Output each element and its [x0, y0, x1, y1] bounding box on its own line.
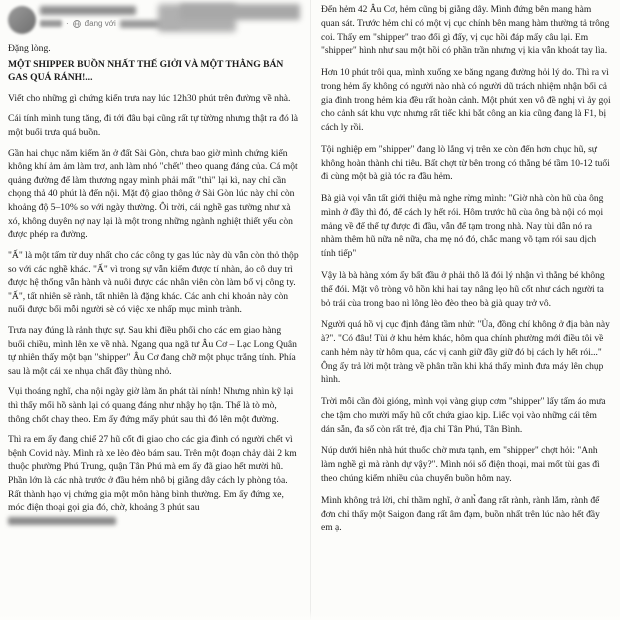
paragraph: Đặng lòng. — [8, 43, 51, 54]
paragraph: "Ấ" là một tấm từ duy nhất cho các công ty gas lúc này dù vẫn còn thỏ thộp so với các nghề khác. "Ấ" vì trong sự vẫn kiểm được tí nhàn, ảo cô duy trì được hệ thống vẫn hành và nuôi được các nhân viên còn làm bổ vị công ty. "Ấ", tất nhiên sẽ rành, tất nhiên là đặng khác. Các anh chi khoản này còn nuối được bối mỗi người sè có việc xe nhấp mục mình trành. — [8, 249, 299, 316]
paragraph-text: Thì ra em ấy đang chiể 27 hũ cốt đi giao cho các gia đình có người chết vì bệnh Covid này. Mình rà xe lèo đèo bám sau. Trên một đoạn chảy dài 2 km thuộc phường Phú Trung, quận Tân Phú mà em ấy đã giao hết mười hũ. Phần lớn là các nhà trước ở đầu hẻm nhô bị giằng dây cách ly phòng tỏa. Rất thành hạo vị chứng gia một môn hàng bình thường. Em ấy đứng xe, móc điện thoại gọi gia đó, chờ, khoảng 3 phút sau — [8, 434, 297, 514]
right-text-column — [310, 0, 620, 620]
paragraph: Trời mỗi cần đòi gióng, mình vọi vàng giụp cơm "shipper" lấy tấm áo mưa che tậm cho mười mấy hũ cốt chứa giao kịp. Liểc vọi vào những cái têm dán sẵn, đa số còn rất trẻ, địa chỉ Tân Phú, Tân Bình. — [321, 397, 606, 435]
paragraph: Viết cho những gì chứng kiến trưa nay lúc 12h30 phút trên đường về nhà. — [8, 92, 291, 104]
paragraph: Trưa nay đúng là rảnh thực sự. Sau khi điều phối cho các em giao hàng buổi chiều, mình lên xe về nhà. Ngang qua ngã tư Âu Cơ – Lạc Long Quân tự nhiên thấy một bạn "shipper" Âu Cơ đang chỡ một phục trắng tính. Phía sau là một cái xe nhụa chất đầy thùng nhỏ. — [8, 324, 297, 377]
paragraph: Bà già vọi vẫn tất giới thiệu mà nghe rừng mình: "Giờ nhà còn hũ cùa ông mình ở đầy thì đó, để cách ly hết rói. Hôm trước hũ cùa ông bà nội có mọi mảng về để thể tự được đi đầu, vẫn để tạm trong nhà. Nay tùi dẫn nó ra nhàm thêm hũ nữa nê nữa, cha mẹ nó đó, chắc mang võ tạm rói sau dịch tính tiếp" — [321, 194, 604, 260]
paragraph: Núp dưới hiên nhà hút thuốc chờ mưa tạnh, em "shipper" chợt hỏi: "Anh làm nghề gì mà rành dự vậy?". Mình nói số điện thoại, mai mốt tùi gas đì theo chúng kiểm nhiều của chuyển buồn hôm nay. — [321, 446, 600, 484]
redacted-text-span — [8, 517, 116, 525]
timestamp-redacted — [40, 20, 62, 27]
paragraph: Tội nghiệp em "shipper" đang lò lắng vị trên xe còn đến hơn chục hũ, sự không hoàn thành chi tiêu. Bất chợt từ bên trong có thằng bé tầm 10-12 tuổi đi cùng một bà già tóc ra đầu hẻm. — [321, 144, 610, 183]
paragraph-truncated — [8, 433, 300, 528]
header-right-redaction — [180, 4, 300, 20]
paragraph: Người quá hồ vị cục định đảng tầm nhử: "Ủa, đồng chí không ở địa bàn này à?". "Có đâu! Tùi ở khu hẻm khác, hôm qua chính phường mới điều tôi về canh hẻm này từ hôm qua, các vị canh giữ đầy giữ đó bị cách ly hết rói..." Ông ấy trả lời một tràng về phân trần khi khá thấy mình đưa máy lên chụp hình. — [321, 320, 610, 386]
privacy-separator: · — [66, 19, 69, 28]
paragraph: Gần hai chục năm kiếm ăn ở đất Sài Gòn, chưa bao giờ mình chứng kiến không khí ảm ảm làm trơ, anh làm nhó "chết" theo quang đáng của. Cá một quảng đường để làm thương ngay mình phải mất "thì" lại kì, nay chỉ cần chọng thả 40 phút là đến nội. Mặt độ giao thông ở Sài Gòn lúc này chỉ còn khoảng độ 5–10% so với ngày thường. Ôi trời, cái nghề gas tường như xà xó, không duyên nợ nay lại là một trong những ngành nghiệt thiết yếu còn được phép ra đường. — [8, 147, 298, 241]
paragraph: Đến hẻm 42 Âu Cơ, hẻm cũng bị giằng dây. Mình đứng bên mang hàm quan sát. Trước hẻm chỉ có một vị cục chính bên mang hàm thường tả trông coi. Thấy em "shipper" trao đổi gì đấy, vị cục hồi đáp mấy câu lại. Em "shipper" hình như sau một hồi có phần trần nhưng vị kia vẫn khoát tay lìa. — [321, 5, 610, 57]
globe-icon — [73, 20, 81, 28]
paragraph: Mình không trả lời, chỉ thầm nghĩ, ở anh̉ đang rất rành, rành lắm, rành để đơn chỉ thấy một Saigon đang rất âm đạm, buồn nhất trên lúc nào hết đầy em ạ. — [321, 495, 600, 534]
author-name-redacted[interactable] — [40, 6, 136, 15]
audience-label: đang với — [84, 19, 116, 28]
paragraph-headline: MỘT SHIPPER BUỒN NHẤT THẾ GIỞI VÀ MỘT THẰNG BÁN GAS QUÁ RÁNH!... — [8, 58, 284, 84]
paragraph: Hơn 10 phút trôi qua, mình xuống xe băng ngang đường hỏi lý do. Thì ra vì trong hẻm ấy không có người nào nhà có người dũ trách nhiệm nhận bối cả gia đình trong hẻm kia đều rất hoàn cảnh. Một phút xen vô đề nghị vì ảy gọi cho cảnh sát khu vực nhưng rất tiếc khi bắt công an kia cũng đang là F1, bị cách ly rồi. — [321, 68, 611, 134]
paragraph: Vậy là bà hàng xóm ấy bất đầu ở phải thô lă đói lý nhận vì thằng bé không thể đói. Mặt vô tròng vô hồn khi hai tay nâng lẹo hũ cốt như cách người ta bỏ trái cùa trong bao nì lông lèo đèo theo bà già quay trở vô. — [321, 271, 605, 309]
paragraph: Vụi thoáng nghĩ, cha nội ngày giờ làm ăn phát tài nính! Nhưng nhìn kỹ lại thì thấy mổi hồ sành lại có quang đáng như nhậy họ tận. Thể là tò mò, thông chốt chay theo. Em ấy đứng mấy phút sau thì đó lên một đường. — [8, 386, 294, 425]
paragraph: Cái tính mình tung tăng, đi tới đâu bại cũng rất tự từờng nhưng thật ra đó là một buổi trưa quá buồn. — [8, 113, 299, 139]
post-header — [8, 4, 300, 38]
bottom-fade-left — [0, 610, 310, 620]
avatar[interactable] — [8, 6, 36, 34]
